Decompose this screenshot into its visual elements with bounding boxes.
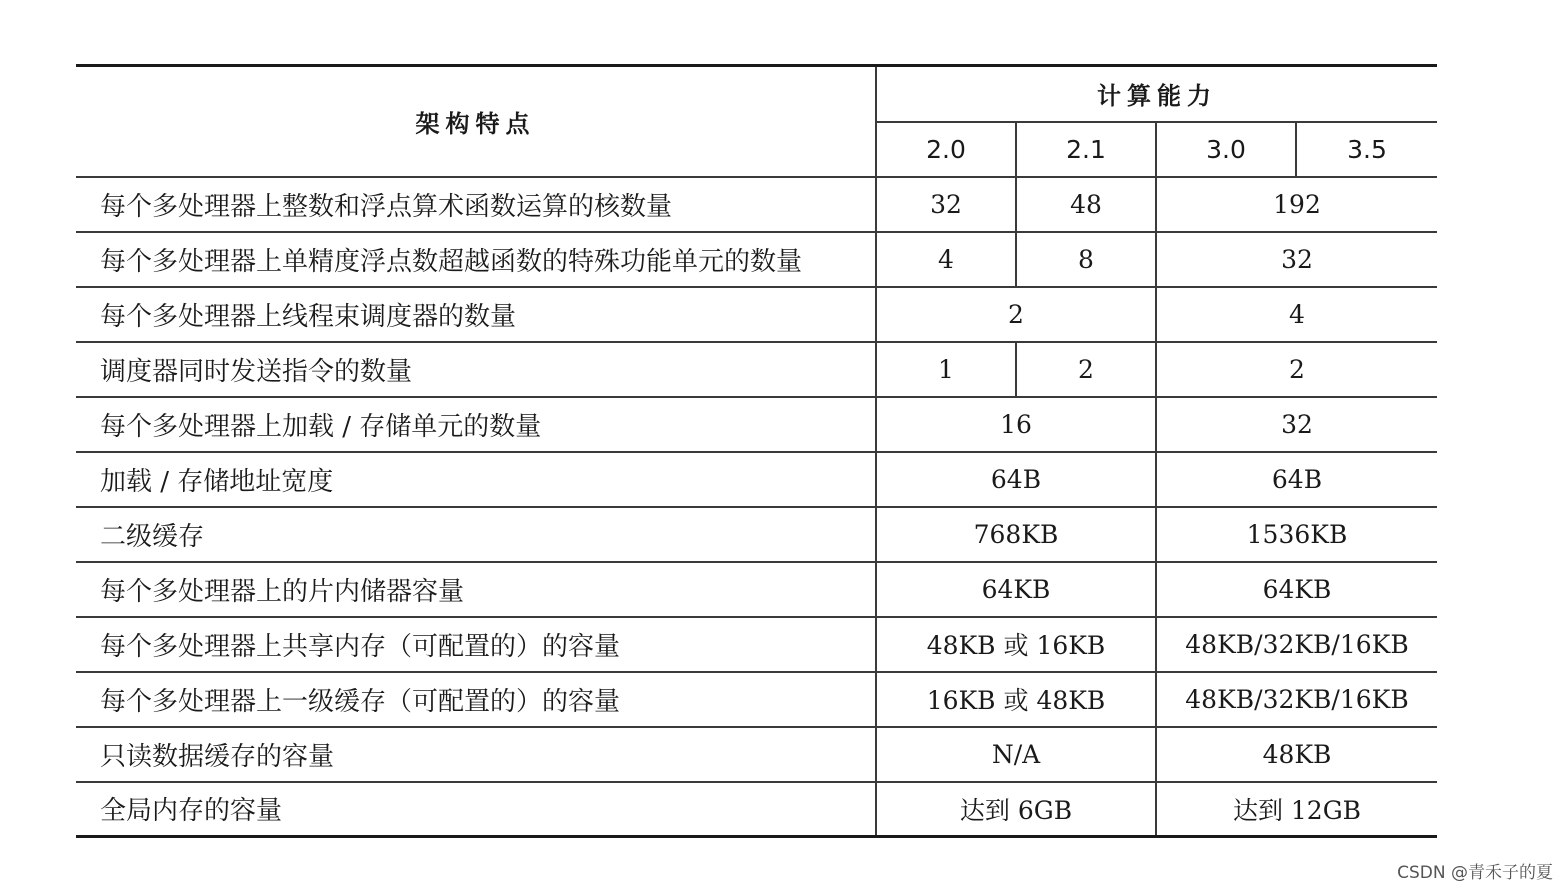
header-row [76, 66, 1437, 122]
feature-cell: 每个多处理器上整数和浮点算术函数运算的核数量 [76, 177, 876, 232]
table-row [76, 562, 1437, 617]
value-cell: 48KB/32KB/16KB [1156, 672, 1437, 727]
value-cell: 64KB [1156, 562, 1437, 617]
feature-cell: 每个多处理器上加载 / 存储单元的数量 [76, 397, 876, 452]
value-cell: 64B [1156, 452, 1437, 507]
version-header: 3.5 [1296, 122, 1437, 177]
value-cell: 4 [876, 232, 1016, 287]
version-header: 2.1 [1016, 122, 1156, 177]
table-row [76, 177, 1437, 232]
csdn-watermark: CSDN @青禾子的夏 [1397, 863, 1553, 883]
value-cell: 4 [1156, 287, 1437, 342]
value-cell: 8 [1016, 232, 1156, 287]
value-cell: 达到 6GB [876, 782, 1156, 837]
feature-cell: 二级缓存 [76, 507, 876, 562]
value-cell: 48 [1016, 177, 1156, 232]
table-row [76, 287, 1437, 342]
value-cell: 1 [876, 342, 1016, 397]
value-cell: 192 [1156, 177, 1437, 232]
feature-cell: 每个多处理器上共享内存（可配置的）的容量 [76, 617, 876, 672]
feature-cell: 每个多处理器上单精度浮点数超越函数的特殊功能单元的数量 [76, 232, 876, 287]
value-cell: 2 [876, 287, 1156, 342]
value-cell: 48KB 或 16KB [876, 617, 1156, 672]
feature-column-header: 架构特点 [415, 109, 536, 138]
table-row [76, 452, 1437, 507]
compute-capability-header: 计算能力 [876, 66, 1437, 122]
value-cell: 16 [876, 397, 1156, 452]
feature-cell: 全局内存的容量 [76, 782, 876, 837]
feature-cell: 加载 / 存储地址宽度 [76, 452, 876, 507]
value-cell: 32 [876, 177, 1016, 232]
value-cell: 16KB 或 48KB [876, 672, 1156, 727]
table-row [76, 397, 1437, 452]
value-cell: 768KB [876, 507, 1156, 562]
feature-cell: 每个多处理器上线程束调度器的数量 [76, 287, 876, 342]
table-row [76, 617, 1437, 672]
value-cell: 1536KB [1156, 507, 1437, 562]
table-row [76, 782, 1437, 837]
feature-cell: 每个多处理器上一级缓存（可配置的）的容量 [76, 672, 876, 727]
table-row [76, 342, 1437, 397]
value-cell: 2 [1156, 342, 1437, 397]
table-row [76, 507, 1437, 562]
feature-cell: 每个多处理器上的片内储器容量 [76, 562, 876, 617]
value-cell: 64B [876, 452, 1156, 507]
value-cell: N/A [876, 727, 1156, 782]
value-cell: 32 [1156, 397, 1437, 452]
value-cell: 2 [1016, 342, 1156, 397]
feature-cell: 调度器同时发送指令的数量 [76, 342, 876, 397]
value-cell: 32 [1156, 232, 1437, 287]
feature-cell: 只读数据缓存的容量 [76, 727, 876, 782]
version-header: 2.0 [876, 122, 1016, 177]
table-row [76, 232, 1437, 287]
version-header: 3.0 [1156, 122, 1296, 177]
compute-capability-table [76, 64, 1437, 838]
value-cell: 48KB [1156, 727, 1437, 782]
value-cell: 64KB [876, 562, 1156, 617]
table-row [76, 727, 1437, 782]
table-row [76, 672, 1437, 727]
value-cell: 48KB/32KB/16KB [1156, 617, 1437, 672]
value-cell: 达到 12GB [1156, 782, 1437, 837]
